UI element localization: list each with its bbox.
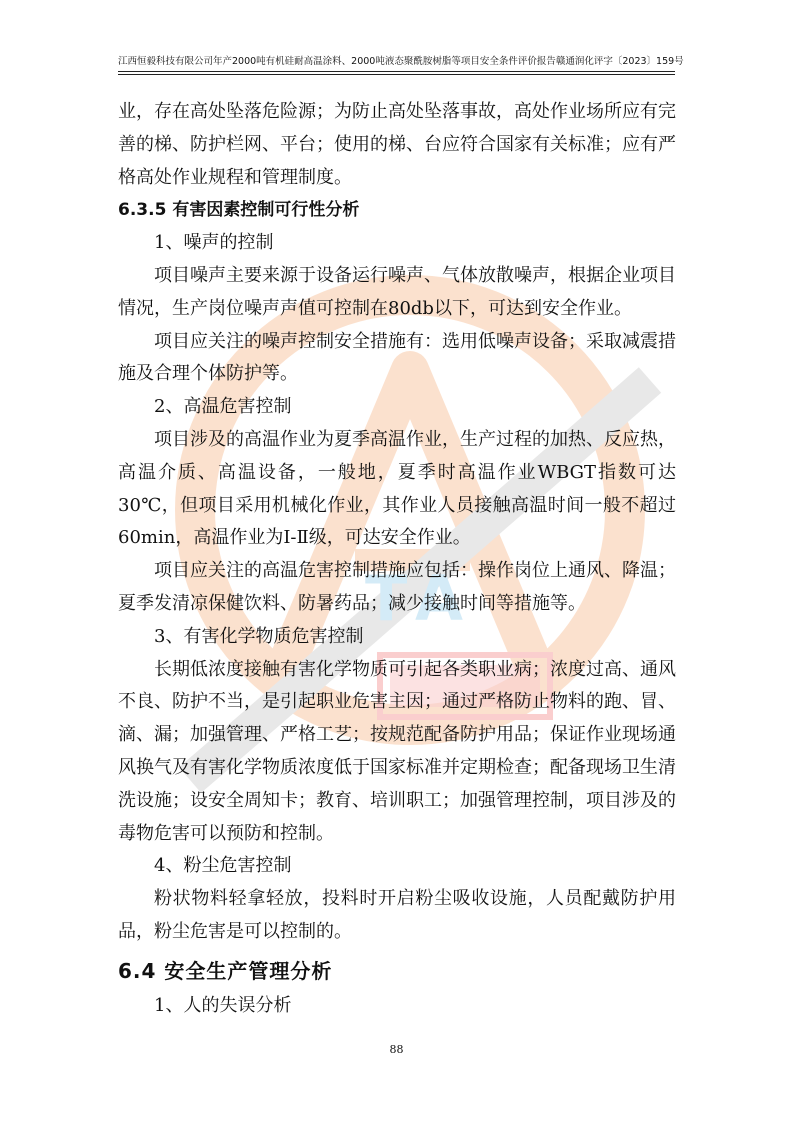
page-header <box>118 56 684 68</box>
paragraph-noise-source: 项目噪声主要来源于设备运行噪声、气体放散噪声，根据企业项目情况，生产岗位噪声声值可控制在80db以下，可达到安全作业。 <box>118 264 676 319</box>
paragraph-high-work: 业，存在高处坠落危险源；为防止高处坠落事故，高处作业场所应有完善的梯、防护栏网、平台；使用的梯、台应符合国家有关标准；应有严格高处作业规程和管理制度。 <box>118 101 676 188</box>
section-heading-6-4: 6.4 安全生产管理分析 <box>118 958 333 983</box>
header-rule-thin <box>118 74 675 75</box>
subheading-chemical: 3、有害化学物质危害控制 <box>154 625 364 647</box>
subheading-human-error: 1、人的失误分析 <box>154 994 292 1016</box>
subheading-dust: 4、粉尘危害控制 <box>154 855 292 877</box>
document-body <box>118 96 676 1022</box>
paragraph-chemical-control: 长期低浓度接触有害化学物质可引起各类职业病；浓度过高、通风不良、防护不当，是引起职业危害主因；通过严格防止物料的跑、冒、滴、漏；加强管理、严格工艺；按规范配备防护用品；保证作业现场通风换气及有害化学物质浓度低于国家标准并定期检查；配备现场卫生清洗设施；设安全周知卡；教育、培训职工；加强管理控制，项目涉及的毒物危害可以预防和控制。 <box>118 658 676 844</box>
subheading-heat: 2、高温危害控制 <box>154 396 292 418</box>
page-number: 88 <box>389 1043 404 1056</box>
header-title: 江西恒毅科技有限公司年产2000吨有机硅耐高温涂料、2000吨液态聚酰胺树脂等项目安全条件评价报告 <box>118 56 556 67</box>
paragraph-dust-control: 粉状物料轻拿轻放，投料时开启粉尘吸收设施，人员配戴防护用品，粉尘危害是可以控制的。 <box>118 888 676 942</box>
subheading-noise: 1、噪声的控制 <box>154 232 274 254</box>
section-heading-6-3-5: 6.3.5 有害因素控制可行性分析 <box>118 200 360 221</box>
header-rule <box>118 71 675 72</box>
paragraph-noise-measures: 项目应关注的噪声控制安全措施有：选用低噪声设备；采取减震措施及合理个体防护等。 <box>118 330 676 385</box>
paragraph-heat-measures: 项目应关注的高温危害控制措施应包括：操作岗位上通风、降温；夏季发清凉保健饮料、防暑药品；减少接触时间等措施等。 <box>118 560 676 614</box>
svg-text:T: T <box>365 562 408 635</box>
svg-text:A: A <box>415 562 463 635</box>
paragraph-heat-work: 项目涉及的高温作业为夏季高温作业，生产过程的加热、反应热，高温介质、高温设备，一般地，夏季时高温作业WBGT指数可达30℃，但项目采用机械化作业，其作业人员接触高温时间一般不超过60min，高温作业为Ⅰ-Ⅱ级，可达安全作业。 <box>118 428 676 549</box>
header-report-code: 赣通润化评字〔2023〕159号 <box>555 56 684 67</box>
